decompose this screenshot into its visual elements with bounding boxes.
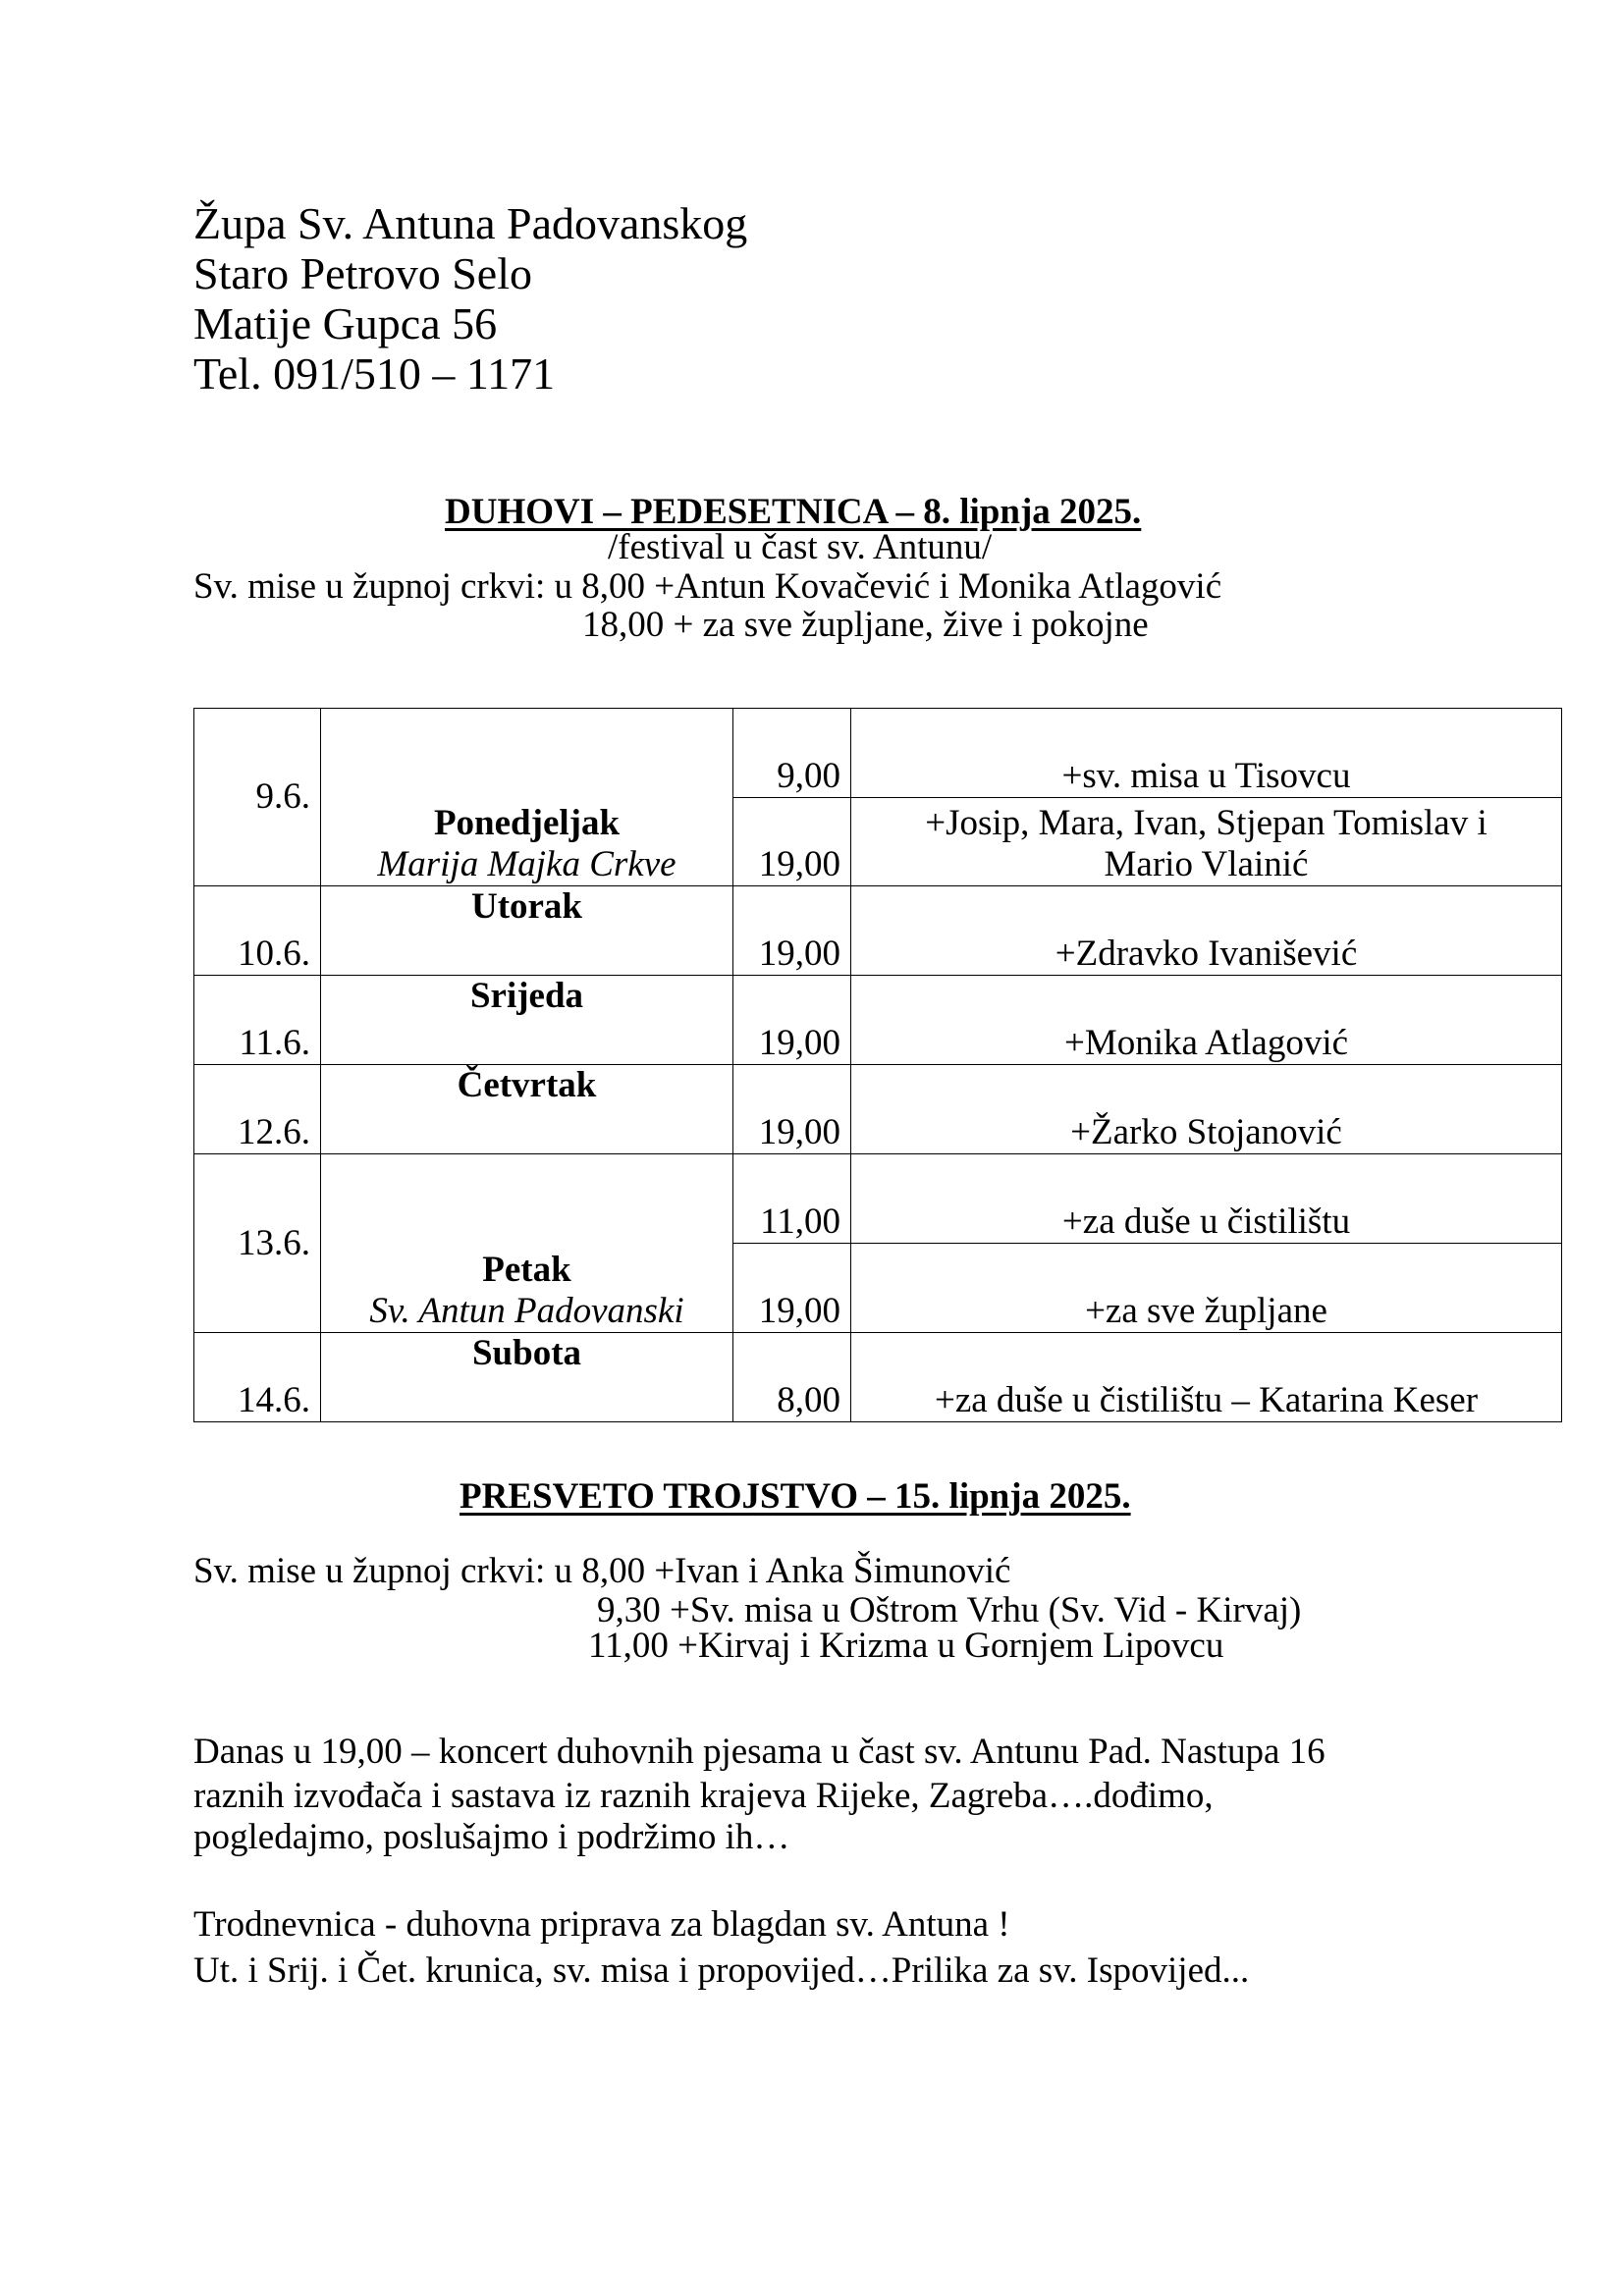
time-cell: 9,00 bbox=[733, 709, 851, 798]
time-cell: 19,00 bbox=[733, 798, 851, 886]
feast-name: Marija Majka Crkve bbox=[377, 844, 676, 884]
mass-intention: +Sv. misa u Oštrom Vrhu (Sv. Vid - Kirvaj) bbox=[670, 1590, 1302, 1630]
mass-intention: +Kirvaj i Krizma u Gornjem Lipovcu bbox=[677, 1626, 1224, 1666]
day-cell bbox=[321, 886, 733, 976]
day-cell bbox=[321, 1333, 733, 1422]
date-cell: 9.6. bbox=[194, 709, 321, 886]
masses-line-2: 18,00 + za sve župljane, žive i pokojne bbox=[582, 605, 1149, 645]
triduum-notice-line: Trodnevnica - duhovna priprava za blagdan sv. Antuna ! bbox=[193, 1904, 1010, 1945]
intention-cell: +za sve župljane bbox=[851, 1244, 1562, 1333]
day-name: Subota bbox=[471, 1333, 582, 1373]
concert-notice-line: pogledajmo, poslušajmo i podržimo ih… bbox=[193, 1817, 790, 1857]
time-cell: 19,00 bbox=[733, 1065, 851, 1154]
parish-town: Staro Petrovo Selo bbox=[193, 248, 532, 298]
table-row bbox=[194, 1333, 1562, 1422]
day-name: Srijeda bbox=[469, 976, 584, 1016]
table-row bbox=[194, 976, 1562, 1065]
table-row bbox=[194, 709, 1562, 798]
day-cell bbox=[321, 1065, 733, 1154]
section-subtitle: /festival u čast sv. Antunu/ bbox=[608, 527, 993, 567]
intention-cell: +Zdravko Ivanišević bbox=[851, 886, 1562, 976]
table-row bbox=[194, 1065, 1562, 1154]
intention-cell: +za duše u čistilištu – Katarina Keser bbox=[851, 1333, 1562, 1422]
weekly-schedule-table bbox=[193, 708, 1562, 1422]
concert-notice-line: raznih izvođača i sastava iz raznih krajeva Rijeke, Zagreba….dođimo, bbox=[193, 1776, 1214, 1816]
intention-cell: +Monika Atlagović bbox=[851, 976, 1562, 1065]
mass-line bbox=[588, 1627, 1223, 1666]
intention-cell: +za duše u čistilištu bbox=[851, 1154, 1562, 1244]
intention-cell: +sv. misa u Tisovcu bbox=[851, 709, 1562, 798]
date-cell: 13.6. bbox=[194, 1154, 321, 1333]
day-name: Petak bbox=[482, 1250, 571, 1290]
parish-name: Župa Sv. Antuna Padovanskog bbox=[193, 198, 748, 248]
day-name: Četvrtak bbox=[457, 1065, 597, 1105]
day-name: Utorak bbox=[470, 886, 583, 927]
day-name: Ponedjeljak bbox=[433, 803, 621, 843]
parish-address: Matije Gupca 56 bbox=[193, 298, 498, 348]
time-cell: 11,00 bbox=[733, 1154, 851, 1244]
mass-line bbox=[193, 1552, 1010, 1591]
mass-time: 9,30 bbox=[597, 1590, 661, 1630]
mass-time: 11,00 bbox=[588, 1626, 669, 1666]
mass-time: 8,00 bbox=[581, 1551, 646, 1591]
intention-cell: +Žarko Stojanović bbox=[851, 1065, 1562, 1154]
day-cell bbox=[321, 709, 733, 886]
mass-prefix: Sv. mise u župnoj crkvi: u bbox=[193, 1551, 573, 1591]
date-cell: 14.6. bbox=[194, 1333, 321, 1422]
time-cell: 19,00 bbox=[733, 886, 851, 976]
table-row bbox=[194, 886, 1562, 976]
time-cell: 19,00 bbox=[733, 976, 851, 1065]
section-title: DUHOVI – PEDESETNICA – 8. lipnja 2025. bbox=[445, 492, 1142, 532]
day-cell bbox=[321, 1154, 733, 1333]
time-cell: 19,00 bbox=[733, 1244, 851, 1333]
feast-name: Sv. Antun Padovanski bbox=[369, 1291, 684, 1331]
mass-line bbox=[597, 1591, 1301, 1630]
triduum-notice-line: Ut. i Srij. i Čet. krunica, sv. misa i propovijed…Prilika za sv. Ispovijed... bbox=[193, 1950, 1250, 1991]
mass-intention: +Ivan i Anka Šimunović bbox=[654, 1551, 1011, 1591]
time-cell: 8,00 bbox=[733, 1333, 851, 1422]
date-cell: 10.6. bbox=[194, 886, 321, 976]
section-title: PRESVETO TROJSTVO – 15. lipnja 2025. bbox=[460, 1476, 1131, 1517]
table-row bbox=[194, 1154, 1562, 1244]
masses-line-1: Sv. mise u župnoj crkvi: u 8,00 +Antun Kovačević i Monika Atlagović bbox=[193, 566, 1222, 607]
date-cell: 11.6. bbox=[194, 976, 321, 1065]
date-cell: 12.6. bbox=[194, 1065, 321, 1154]
intention-cell: +Josip, Mara, Ivan, Stjepan Tomislav i Mario Vlainić bbox=[851, 798, 1562, 886]
concert-notice-line: Danas u 19,00 – koncert duhovnih pjesama u čast sv. Antunu Pad. Nastupa 16 bbox=[193, 1732, 1325, 1772]
parish-phone: Tel. 091/510 – 1171 bbox=[193, 348, 556, 399]
day-cell bbox=[321, 976, 733, 1065]
